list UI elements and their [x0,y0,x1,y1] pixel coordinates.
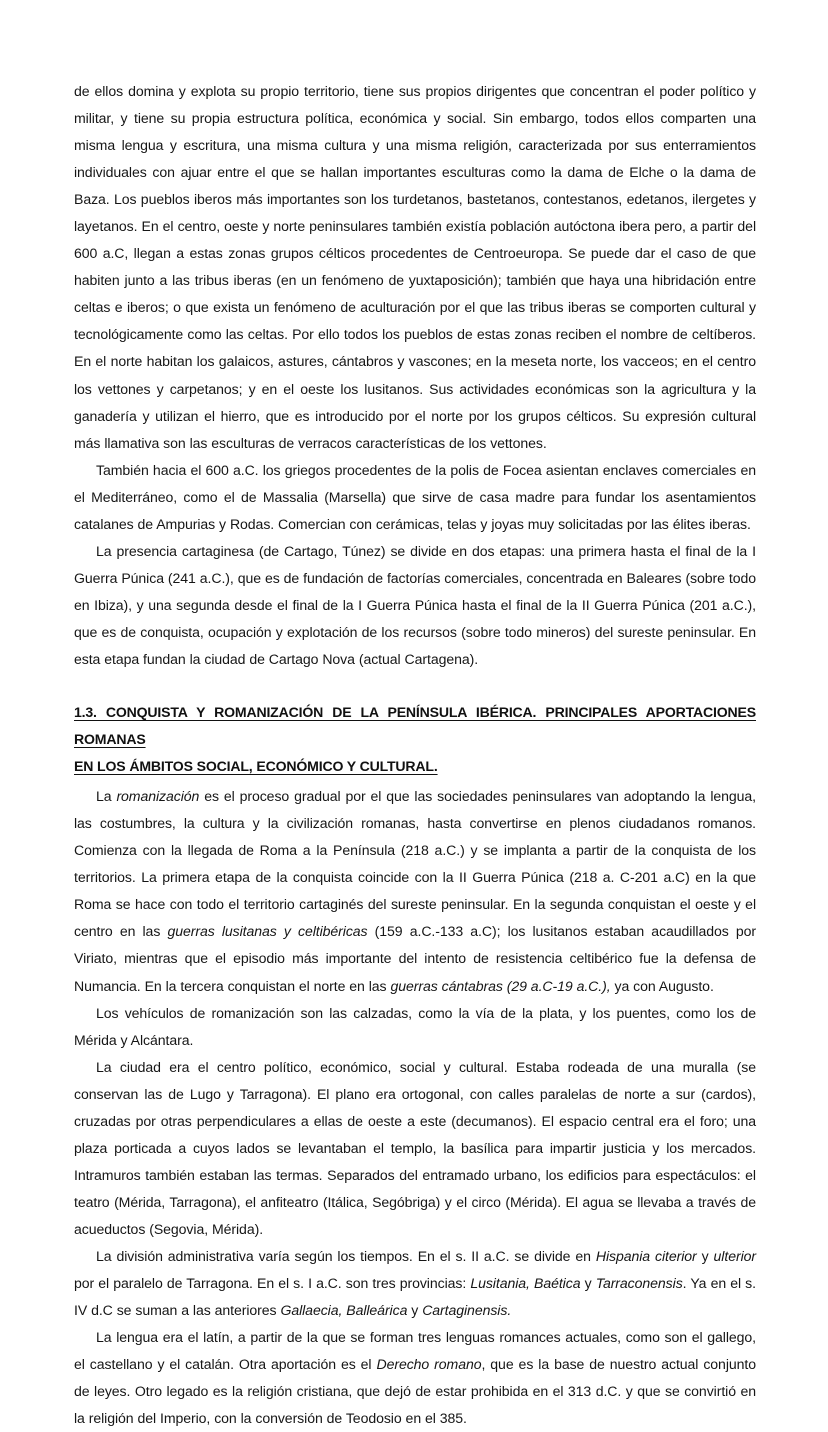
emphasis-text: Derecho romano [376,1356,482,1373]
body-text: es el proceso gradual por el que las sociedades peninsulares van adoptando la lengua, las costumbres, la cultura y la civilización romanas, hasta convertirse en plenos ciudadanos romanos. Comienza con la llegada de Roma a la Península (218 a.C.) y se implanta a partir de la conquista de los territorios. La primera etapa de la conquista coincide con la II Guerra Púnica (218 a. C-201 a.C) en la que Roma se hace con todo el territorio cartaginés del sureste peninsular. En la segunda conquistan el oeste y el centro en las [74,788,756,940]
document-body [74,78,756,1432]
para-cartagineses [74,538,756,673]
body-text: , que es la base de nuestro actual conjunto de leyes. Otro legado es la religión cristiana, que dejó de estar prohibida en el 313 d.C. y que se convirtió en la religión del Imperio, con la conversión de Teodosio en el 385. [74,1356,756,1427]
section-heading-line-2: EN LOS ÁMBITOS SOCIAL, ECONÓMICO Y CULTURAL. [74,758,438,775]
para-calzadas [74,1000,756,1054]
emphasis-text: Hispania citerior [595,1247,697,1264]
body-text: . Ya en el s. IV d.C se suman a las anteriores [74,1275,756,1319]
emphasis-text: ulterior [713,1247,756,1264]
emphasis-text: guerras cántabras (29 a.C-19 a.C.), [390,977,611,994]
paragraph-group-after-heading [74,783,756,1432]
para-lengua-religion [74,1324,756,1432]
section-heading-line-1: 1.3. CONQUISTA Y ROMANIZACIÓN DE LA PENÍNSULA IBÉRICA. PRINCIPALES APORTACIONES ROMANAS [74,704,756,748]
emphasis-text: Tarraconensis [595,1275,683,1292]
body-text: (159 a.C.-133 a.C); los lusitanos estaban acaudillados por Viriato, mientras que el episodio más importante del intento de resistencia celtibérico fue la defensa de Numancia. En la tercera conquistan el norte en las [74,923,756,994]
body-text: La división administrativa varía según los tiempos. En el s. II a.C. se divide en [96,1247,596,1264]
emphasis-text: romanización [116,788,200,805]
para-iberos-celtas [74,78,756,457]
emphasis-text: Cartaginensis. [422,1302,512,1319]
heading-spacer-above [74,673,756,699]
body-text: y [696,1247,714,1264]
body-text: ya con Augusto. [610,977,714,994]
para-romanizacion [74,783,756,999]
emphasis-text: Lusitania, Baética [470,1275,581,1292]
emphasis-text: guerras lusitanas y celtibéricas [167,923,368,940]
body-text: También hacia el 600 a.C. los griegos procedentes de la polis de Focea asientan enclaves comerciales en el Mediterráneo, como el de Massalia (Marsella) que sirve de casa madre para fundar los asentamientos catalanes de Ampurias y Rodas. Comercian con cerámicas, telas y joyas muy solicitadas por las élites iberas. [74,461,756,532]
paragraph-group-before-heading [74,78,756,673]
section-heading-1-3 [74,699,756,780]
body-text: y [580,1275,596,1292]
body-text: La ciudad era el centro político, económico, social y cultural. Estaba rodeada de una muralla (se conservan las de Lugo y Tarragona). El plano era ortogonal, con calles paralelas de norte a sur (cardos), cruzadas por otras perpendiculares a ellas de oeste a este (decumanos). El espacio central era el foro; una plaza porticada a cuyos lados se levantaban el templo, la basílica para impartir justicia y los mercados. Intramuros también estaban las termas. Separados del entramado urbano, los edificios para espectáculos: el teatro (Mérida, Tarragona), el anfiteatro (Itálica, Segóbriga) y el circo (Mérida). El agua se llevaba a través de acueductos (Segovia, Mérida). [74,1058,756,1237]
para-division-administrativa [74,1243,756,1324]
body-text: y [407,1302,423,1319]
body-text: Los vehículos de romanización son las calzadas, como la vía de la plata, y los puentes, como los de Mérida y Alcántara. [74,1004,756,1048]
para-ciudad [74,1054,756,1243]
body-text: de ellos domina y explota su propio territorio, tiene sus propios dirigentes que concentran el poder político y militar, y tiene su propia estructura política, económica y social. Sin embargo, todos ellos comparten una misma lengua y escritura, una misma cultura y una misma religión, caracterizada por sus enterramientos individuales con ajuar entre el que se hallan importantes esculturas como la dama de Elche o la dama de Baza. Los pueblos iberos más importantes son los turdetanos, bastetanos, contestanos, edetanos, ilergetes y layetanos. En el centro, oeste y norte peninsulares también existía población autóctona ibera pero, a partir del 600 a.C, llegan a estas zonas grupos célticos procedentes de Centroeuropa. Se puede dar el caso de que habiten junto a las tribus iberas (en un fenómeno de yuxtaposición); también que haya una hibridación entre celtas e iberos; o que exista un fenómeno de aculturación por el que las tribus iberas se comporten cultural y tecnológicamente como las celtas. Por ello todos los pueblos de estas zonas reciben el nombre de celtíberos. En el norte habitan los galaicos, astures, cántabros y vascones; en la meseta norte, los vacceos; en el centro los vettones y carpetanos; y en el oeste los lusitanos. Sus actividades económicas son la agricultura y la ganadería y utilizan el hierro, que es introducido por el norte por los grupos célticos. Su expresión cultural más llamativa son las esculturas de verracos características de los vettones. [74,83,756,451]
body-text: La lengua era el latín, a partir de la que se forman tres lenguas romances actuales, como son el gallego, el castellano y el catalán. Otra aportación es el [74,1329,756,1373]
body-text: La [96,788,117,805]
para-griegos-focea [74,457,756,538]
body-text: por el paralelo de Tarragona. En el s. I a.C. son tres provincias: [74,1275,471,1292]
body-text: La presencia cartaginesa (de Cartago, Túnez) se divide en dos etapas: una primera hasta el final de la I Guerra Púnica (241 a.C.), que es de fundación de factorías comerciales, concentrada en Baleares (sobre todo en Ibiza), y una segunda desde el final de la I Guerra Púnica hasta el final de la II Guerra Púnica (201 a.C.), que es de conquista, ocupación y explotación de los recursos (sobre todo mineros) del sureste peninsular. En esta etapa fundan la ciudad de Cartago Nova (actual Cartagena). [74,542,756,667]
emphasis-text: Gallaecia, Balleárica [280,1302,408,1319]
